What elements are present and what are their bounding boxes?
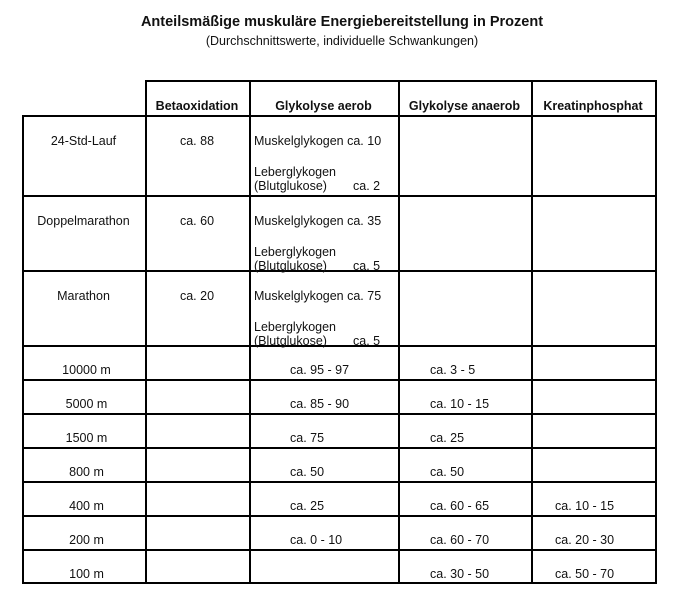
- row-divider: [22, 515, 657, 517]
- row-divider: [22, 413, 657, 415]
- header-column-divider: [655, 80, 657, 115]
- glykolyse-aerob-value: ca. 95 - 97: [290, 363, 350, 377]
- glykolyse-anaerob-value: ca. 30 - 50: [430, 567, 490, 581]
- row-label: 5000 m: [65, 397, 108, 411]
- row-divider: [22, 447, 657, 449]
- header-glykolyse-aerob: Glykolyse aerob: [275, 99, 372, 113]
- row-label: 100 m: [69, 567, 104, 581]
- kreatinphosphat-value: ca. 20 - 30: [555, 533, 615, 547]
- document-subtitle: (Durchschnittswerte, individuelle Schwankungen): [205, 34, 479, 48]
- column-divider: [398, 115, 400, 584]
- column-divider: [145, 115, 147, 584]
- glykolyse-anaerob-value: ca. 60 - 65: [430, 499, 490, 513]
- glykolyse-aerob-value: ca. 50: [290, 465, 325, 479]
- glykolyse-aerob-value: ca. 0 - 10: [290, 533, 343, 547]
- betaoxidation-value: ca. 88: [179, 134, 215, 148]
- leberglykogen-value: ca. 2: [353, 179, 381, 193]
- glykolyse-anaerob-value: ca. 10 - 15: [430, 397, 490, 411]
- document-title: Anteilsmäßige muskuläre Energiebereitstellung in Prozent: [140, 14, 544, 30]
- row-divider: [22, 582, 657, 584]
- muskelglykogen-value: Muskelglykogen ca. 75: [254, 289, 382, 303]
- row-label: 800 m: [69, 465, 104, 479]
- blutglukose-label: (Blutglukose): [254, 259, 327, 273]
- blutglukose-label: (Blutglukose): [254, 179, 327, 193]
- row-divider: [22, 549, 657, 551]
- glykolyse-anaerob-value: ca. 60 - 70: [430, 533, 490, 547]
- glykolyse-aerob-value: ca. 75: [290, 431, 325, 445]
- row-label: 24-Std-Lauf: [50, 134, 117, 148]
- column-divider: [249, 115, 251, 584]
- row-label: 10000 m: [62, 363, 111, 377]
- kreatinphosphat-value: ca. 50 - 70: [555, 567, 615, 581]
- row-divider: [22, 195, 657, 197]
- leberglykogen-label: Leberglykogen: [254, 320, 337, 334]
- muskelglykogen-value: Muskelglykogen ca. 10: [254, 134, 382, 148]
- kreatinphosphat-value: ca. 10 - 15: [555, 499, 615, 513]
- header-kreatinphosphat: Kreatinphosphat: [543, 99, 643, 113]
- glykolyse-anaerob-value: ca. 25: [430, 431, 465, 445]
- leberglykogen-label: Leberglykogen: [254, 165, 337, 179]
- glykolyse-aerob-value: ca. 85 - 90: [290, 397, 350, 411]
- row-divider: [22, 481, 657, 483]
- header-betaoxidation: Betaoxidation: [155, 99, 239, 113]
- column-divider: [531, 115, 533, 584]
- betaoxidation-value: ca. 60: [179, 214, 215, 228]
- blutglukose-label: (Blutglukose): [254, 334, 327, 348]
- row-label: 400 m: [69, 499, 104, 513]
- row-divider: [22, 345, 657, 347]
- column-divider: [655, 115, 657, 584]
- column-divider: [22, 115, 24, 584]
- row-label: Marathon: [57, 289, 110, 303]
- glykolyse-anaerob-value: ca. 3 - 5: [430, 363, 476, 377]
- row-label: 200 m: [69, 533, 104, 547]
- header-top-border: [145, 80, 657, 82]
- header-bottom-border: [22, 115, 657, 117]
- betaoxidation-value: ca. 20: [179, 289, 215, 303]
- leberglykogen-value: ca. 5: [353, 259, 381, 273]
- header-glykolyse-anaerob: Glykolyse anaerob: [408, 99, 521, 113]
- leberglykogen-label: Leberglykogen: [254, 245, 337, 259]
- glykolyse-anaerob-value: ca. 50: [430, 465, 465, 479]
- leberglykogen-value: ca. 5: [353, 334, 381, 348]
- row-divider: [22, 270, 657, 272]
- row-label: 1500 m: [65, 431, 108, 445]
- muskelglykogen-value: Muskelglykogen ca. 35: [254, 214, 382, 228]
- row-divider: [22, 379, 657, 381]
- row-label: Doppelmarathon: [37, 214, 130, 228]
- glykolyse-aerob-value: ca. 25: [290, 499, 325, 513]
